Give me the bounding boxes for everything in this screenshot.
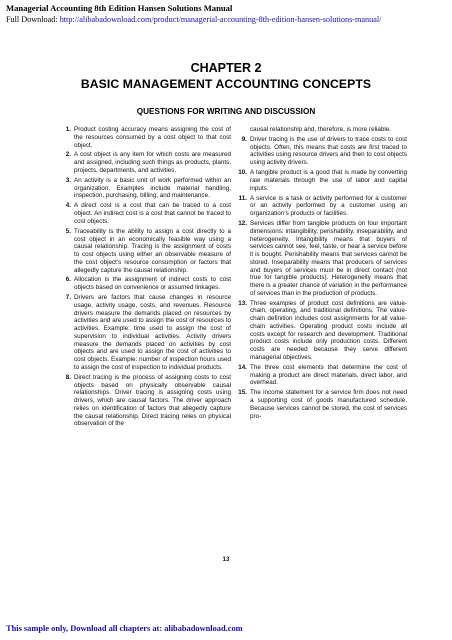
question-number: 9.	[241, 135, 247, 143]
question-text: Services differ from tangible products on four important dimensions: intangibility, perishability, inseparability, and heterogeneity. Intangibility means that buyers of services cannot see, feel, taste, or hear a service before it is bought. Perishability means that services cannot be stored. Inseparability means that producers of services and buyers of services must be in direct contact (not true for tangible products). Heterogeneity means that there is a greater chance of variation in the performance of services than in the production of products.	[250, 220, 407, 297]
question-item	[233, 389, 407, 420]
question-text: Driver tracing is the use of drivers to trace costs to cost objects. Often, this means that costs are first traced to activities using resource drivers and then to cost objects using activity drivers.	[250, 135, 407, 167]
chapter-title: BASIC MANAGEMENT ACCOUNTING CONCEPTS	[80, 77, 372, 91]
question-number: 8.	[65, 373, 71, 381]
question-item	[57, 202, 231, 225]
question-item	[233, 220, 407, 298]
question-text: An activity is a basic unit of work performed within an organization. Examples include material handling, inspection, purchasing, billing, and maintenance.	[74, 176, 231, 200]
question-number: 6.	[65, 276, 71, 284]
question-item	[233, 364, 407, 387]
question-text: Direct tracing is the process of assigning costs to cost objects based on physically observable causal relationships. Driver tracing is assigning costs using drivers, which are causal factors. The driver approach relies on identification of factors that allegedly capture the causal relationship. Direct tracing relies on physical observation of the	[74, 373, 231, 428]
question-text: Traceability is the ability to assign a cost directly to a cost object in an economically feasible way using a causal relationship. Tracing is the assignment of costs to cost objects using either an observable measure of the cost object’s resource consumption or factors that allegedly capture the causal relationship.	[74, 227, 231, 274]
chapter-number: CHAPTER 2	[190, 61, 262, 75]
question-item	[57, 294, 231, 372]
question-item	[233, 195, 407, 218]
section-heading: QUESTIONS FOR WRITING AND DISCUSSION	[136, 107, 316, 116]
question-text: Drivers are factors that cause changes in resource usage, activity usage, costs, and revenues. Resource drivers measure the demands placed on resources by activities and are used to assign the cost of resources to activities. Example: time used to assign the cost of supervision to individual activities. Activity drivers measure the demands placed on activities by cost objects and are used to assign the cost of activities to cost objects. Example: number of inspection hours used to assign the cost of inspection to individual products.	[74, 294, 231, 371]
question-item	[233, 136, 407, 167]
banner-download-line	[6, 14, 446, 25]
question-number: 12.	[238, 220, 247, 227]
question-number: 15.	[238, 389, 247, 397]
question-item	[57, 374, 231, 428]
right-column	[233, 126, 407, 423]
question-number: 10.	[238, 169, 247, 177]
question-number: 2.	[65, 151, 71, 159]
question-number: 14.	[238, 363, 247, 371]
download-banner	[6, 3, 446, 25]
footer-download-note[interactable]: This sample only, Download all chapters at: alibabadownload.com	[6, 624, 243, 633]
question-item	[57, 126, 231, 149]
question-text: The three cost elements that determine the cost of making a product are direct materials, direct labor, and overhead.	[250, 363, 407, 387]
question-text: A service is a task or activity performed for a customer or an activity performed by a customer using an organization’s products or facilities.	[250, 194, 407, 218]
question-text: Allocation is the assignment of indirect costs to cost objects based on convenience or assumed linkages.	[74, 276, 231, 292]
question-number: 1.	[65, 126, 71, 133]
question-number: 5.	[65, 227, 71, 235]
question-text: Product costing accuracy means assigning the cost of the resources consumed by a cost object to that cost object.	[74, 126, 231, 149]
question-item	[57, 151, 231, 174]
question-number: 3.	[65, 176, 71, 184]
question-number: 11.	[238, 194, 247, 202]
page-number: 13	[222, 556, 230, 563]
download-link[interactable]: http://alibabadownload.com/product/managerial-accounting-8th-edition-hansen-solutions-manual/	[59, 15, 382, 24]
question-item	[233, 169, 407, 192]
question-item	[57, 276, 231, 292]
question-text: Three examples of product cost definitions are value-chain, operating, and traditional definitions. The value-chain definition includes cost assignments for all value-chain activities. Operating product costs include all costs except for research and development. Traditional product costs include only production costs. Different costs are needed because they serve different managerial objectives.	[250, 299, 407, 361]
question-number: 4.	[65, 202, 71, 210]
question-text: A tangible product is a good that is made by converting raw materials through the use of labor and capital inputs.	[250, 169, 407, 192]
question-text: A direct cost is a cost that can be traced to a cost object. An indirect cost is a cost that cannot be traced to cost objects.	[74, 202, 231, 225]
question-item	[57, 177, 231, 200]
question-item	[57, 228, 231, 275]
question-item	[233, 300, 407, 362]
question-number: 13.	[238, 299, 247, 307]
left-column	[57, 126, 231, 430]
question-number: 7.	[65, 294, 71, 302]
question-continuation: causal relationship and, therefore, is more reliable.	[250, 126, 392, 133]
download-label: Full Download:	[6, 15, 58, 24]
question-text: A cost object is any item for which costs are measured and assigned, including such things as products, plants, projects, departments, and activities.	[74, 151, 231, 174]
banner-title: Managerial Accounting 8th Edition Hansen Solutions Manual	[6, 3, 233, 13]
question-text: The income statement for a service firm does not need a supporting cost of goods manufactured schedule. Because services cannot be stored, the cost of services pro-	[250, 389, 407, 420]
